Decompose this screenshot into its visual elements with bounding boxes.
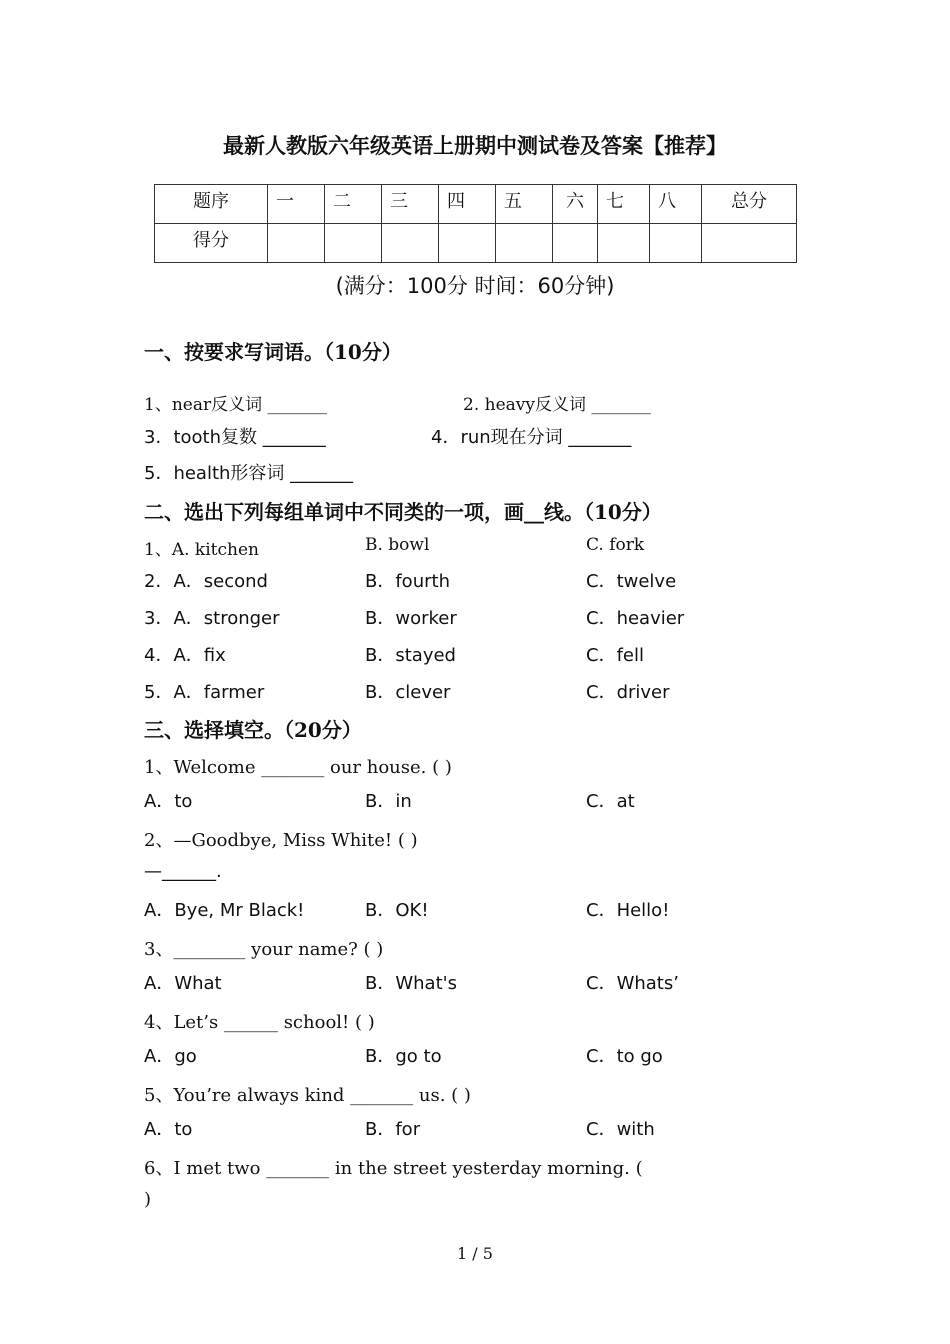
score-cell[interactable] bbox=[553, 224, 598, 263]
score-cell[interactable] bbox=[598, 224, 650, 263]
header-cell: 题序 bbox=[155, 185, 268, 224]
s3-question-2: 2、—Goodbye, Miss White! ( ) bbox=[144, 830, 418, 851]
s3-question-5: 5、You’re always kind _______ us. ( ) bbox=[144, 1085, 471, 1106]
s3-option-a: A．Bye, Mr Black! bbox=[144, 900, 305, 921]
s3-option-b: B．in bbox=[365, 791, 412, 812]
s2-option-a: 3．A．stronger bbox=[144, 608, 280, 629]
score-table-score-row bbox=[155, 224, 797, 263]
score-cell[interactable] bbox=[439, 224, 496, 263]
row-label: 得分 bbox=[155, 224, 268, 263]
s2-option-a: 5．A．farmer bbox=[144, 682, 265, 703]
s2-option-a: 1、A. kitchen bbox=[144, 540, 259, 560]
s3-question-6: 6、I met two _______ in the street yesterday morning. ( bbox=[144, 1158, 643, 1179]
score-cell[interactable] bbox=[650, 224, 702, 263]
s3-option-a: A．go bbox=[144, 1046, 197, 1067]
page-number: 1 / 5 bbox=[457, 1244, 493, 1263]
score-table-header-row bbox=[155, 185, 797, 224]
s2-option-b: B．stayed bbox=[365, 645, 456, 666]
s2-option-a: 2．A．second bbox=[144, 571, 268, 592]
s3-option-a: A．to bbox=[144, 1119, 193, 1140]
header-cell: 六 bbox=[553, 185, 598, 224]
s2-option-c: C．driver bbox=[586, 682, 670, 703]
s2-option-b: B. bowl bbox=[365, 535, 430, 555]
s3-option-c: C．at bbox=[586, 791, 635, 812]
s3-question-1: 1、Welcome _______ our house. ( ) bbox=[144, 757, 452, 778]
score-cell[interactable] bbox=[702, 224, 797, 263]
section3-heading: 三、选择填空。（20分） bbox=[144, 718, 362, 742]
header-cell: 三 bbox=[382, 185, 439, 224]
section1-heading: 一、按要求写词语。（10分） bbox=[144, 340, 402, 364]
header-cell: 一 bbox=[268, 185, 325, 224]
full-mark-time: (满分：100分 时间：60分钟) bbox=[335, 274, 615, 298]
s2-option-b: B．clever bbox=[365, 682, 451, 703]
s3-option-c: C．Hello! bbox=[586, 900, 670, 921]
header-cell: 四 bbox=[439, 185, 496, 224]
s2-option-c: C．heavier bbox=[586, 608, 685, 629]
s1-question-4: 4．run现在分词 _______ bbox=[431, 427, 632, 448]
s2-option-c: C. fork bbox=[586, 535, 645, 555]
s3-option-c: C．Whats’ bbox=[586, 973, 679, 994]
s3-option-c: C．with bbox=[586, 1119, 655, 1140]
score-table bbox=[154, 184, 797, 263]
s3-question-2-reply: —______. bbox=[144, 861, 222, 882]
header-cell: 八 bbox=[650, 185, 702, 224]
s1-question-5: 5．health形容词 _______ bbox=[144, 463, 354, 484]
s3-option-b: B．What's bbox=[365, 973, 457, 994]
s3-question-6-close: ) bbox=[144, 1189, 152, 1210]
s2-option-c: C．twelve bbox=[586, 571, 677, 592]
score-cell[interactable] bbox=[325, 224, 382, 263]
s3-option-a: A．What bbox=[144, 973, 222, 994]
header-cell: 七 bbox=[598, 185, 650, 224]
s3-option-b: B．go to bbox=[365, 1046, 442, 1067]
score-cell[interactable] bbox=[382, 224, 439, 263]
s1-question-3: 3．tooth复数 _______ bbox=[144, 427, 326, 448]
header-cell: 总分 bbox=[702, 185, 797, 224]
header-cell: 五 bbox=[496, 185, 553, 224]
page-title: 最新人教版六年级英语上册期中测试卷及答案【推荐】 bbox=[223, 133, 727, 158]
s3-option-c: C．to go bbox=[586, 1046, 663, 1067]
s3-option-a: A．to bbox=[144, 791, 193, 812]
header-cell: 二 bbox=[325, 185, 382, 224]
score-cell[interactable] bbox=[496, 224, 553, 263]
s3-option-b: B．OK! bbox=[365, 900, 429, 921]
s2-option-c: C．fell bbox=[586, 645, 644, 666]
s3-question-3: 3、________ your name? ( ) bbox=[144, 939, 384, 960]
s1-question-2: 2. heavy反义词 _______ bbox=[463, 395, 651, 415]
s3-question-4: 4、Let’s ______ school! ( ) bbox=[144, 1012, 375, 1033]
s2-option-b: B．fourth bbox=[365, 571, 450, 592]
score-cell[interactable] bbox=[268, 224, 325, 263]
s1-question-1: 1、near反义词 _______ bbox=[144, 395, 327, 415]
s3-option-b: B．for bbox=[365, 1119, 421, 1140]
s2-option-b: B．worker bbox=[365, 608, 457, 629]
section2-heading: 二、选出下列每组单词中不同类的一项，画__线。（10分） bbox=[144, 500, 662, 524]
s2-option-a: 4．A．fix bbox=[144, 645, 226, 666]
